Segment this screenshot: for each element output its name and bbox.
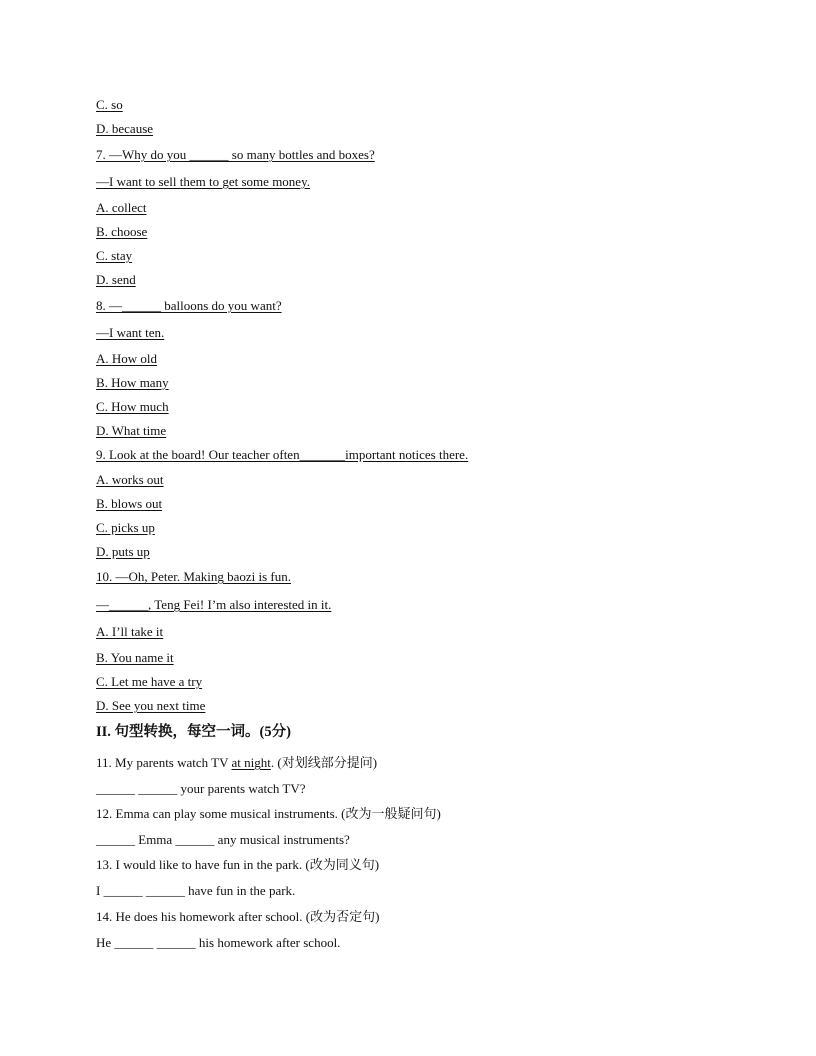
q8-option-c: C. How much xyxy=(96,399,169,414)
q9-option-a: A. works out xyxy=(96,472,164,487)
q11-stem-part-b: . (对划线部分提问) xyxy=(270,755,378,770)
q12-answer-line: ______ Emma ______ any musical instruments? xyxy=(96,832,350,847)
q7-option-c: C. stay xyxy=(96,248,133,263)
q7-stem-part-a: 7. —Why do you xyxy=(96,147,190,162)
q6-option-d: D. because xyxy=(96,121,154,136)
q8-option-b: B. How many xyxy=(96,375,169,390)
q9-stem-part-b: important notices there. xyxy=(345,447,469,462)
q9-stem-part-a: 9. Look at the board! Our teacher often xyxy=(96,447,300,462)
q8-reply: —I want ten. xyxy=(96,325,165,340)
q8-blank: ______ xyxy=(122,298,161,313)
q11-stem xyxy=(96,755,377,771)
q7-stem xyxy=(96,147,375,163)
section-2-heading: II. 句型转换，每空一词。(5分) xyxy=(96,724,291,740)
q14-stem: 14. He does his homework after school. (改为否定句) xyxy=(96,909,380,924)
q8-stem-part-a: 8. — xyxy=(96,298,122,313)
q9-stem xyxy=(96,447,468,463)
q10-reply-part-a: — xyxy=(96,597,109,612)
q7-stem-part-b: so many bottles and boxes? xyxy=(228,147,375,162)
q13-stem: 13. I would like to have fun in the park. (改为同义句) xyxy=(96,857,380,872)
q13-answer-line: I ______ ______ have fun in the park. xyxy=(96,883,296,898)
q10-option-b: B. You name it xyxy=(96,650,174,665)
q7-option-b: B. choose xyxy=(96,224,148,239)
q10-stem: 10. —Oh, Peter. Making baozi is fun. xyxy=(96,569,291,584)
q9-option-d: D. puts up xyxy=(96,544,150,559)
q10-option-a: A. I’ll take it xyxy=(96,624,164,639)
q8-stem xyxy=(96,298,282,314)
q8-option-d: D. What time xyxy=(96,423,167,438)
q7-option-d: D. send xyxy=(96,272,136,287)
q9-option-b: B. blows out xyxy=(96,496,163,511)
q9-option-c: C. picks up xyxy=(96,520,155,535)
q10-reply xyxy=(96,597,331,613)
q7-reply: —I want to sell them to get some money. xyxy=(96,174,310,189)
q11-stem-part-a: 11. My parents watch TV xyxy=(96,755,232,770)
q10-option-d: D. See you next time xyxy=(96,698,206,713)
q7-option-a: A. collect xyxy=(96,200,147,215)
q8-option-a: A. How old xyxy=(96,351,158,366)
q8-stem-part-b: balloons do you want? xyxy=(161,298,282,313)
q10-option-c: C. Let me have a try xyxy=(96,674,203,689)
q14-answer-line: He ______ ______ his homework after school. xyxy=(96,935,341,950)
q7-blank: ______ xyxy=(189,147,229,162)
q11-underlined-phrase: at night xyxy=(231,755,271,770)
q10-blank: ______ xyxy=(109,597,148,612)
q11-answer-line: ______ ______ your parents watch TV? xyxy=(96,781,306,796)
q9-blank: _______ xyxy=(299,447,346,462)
q10-reply-part-b: , Teng Fei! I’m also interested in it. xyxy=(148,597,332,612)
q12-stem: 12. Emma can play some musical instruments. (改为一般疑问句) xyxy=(96,806,441,821)
q6-option-c: C. so xyxy=(96,97,123,112)
